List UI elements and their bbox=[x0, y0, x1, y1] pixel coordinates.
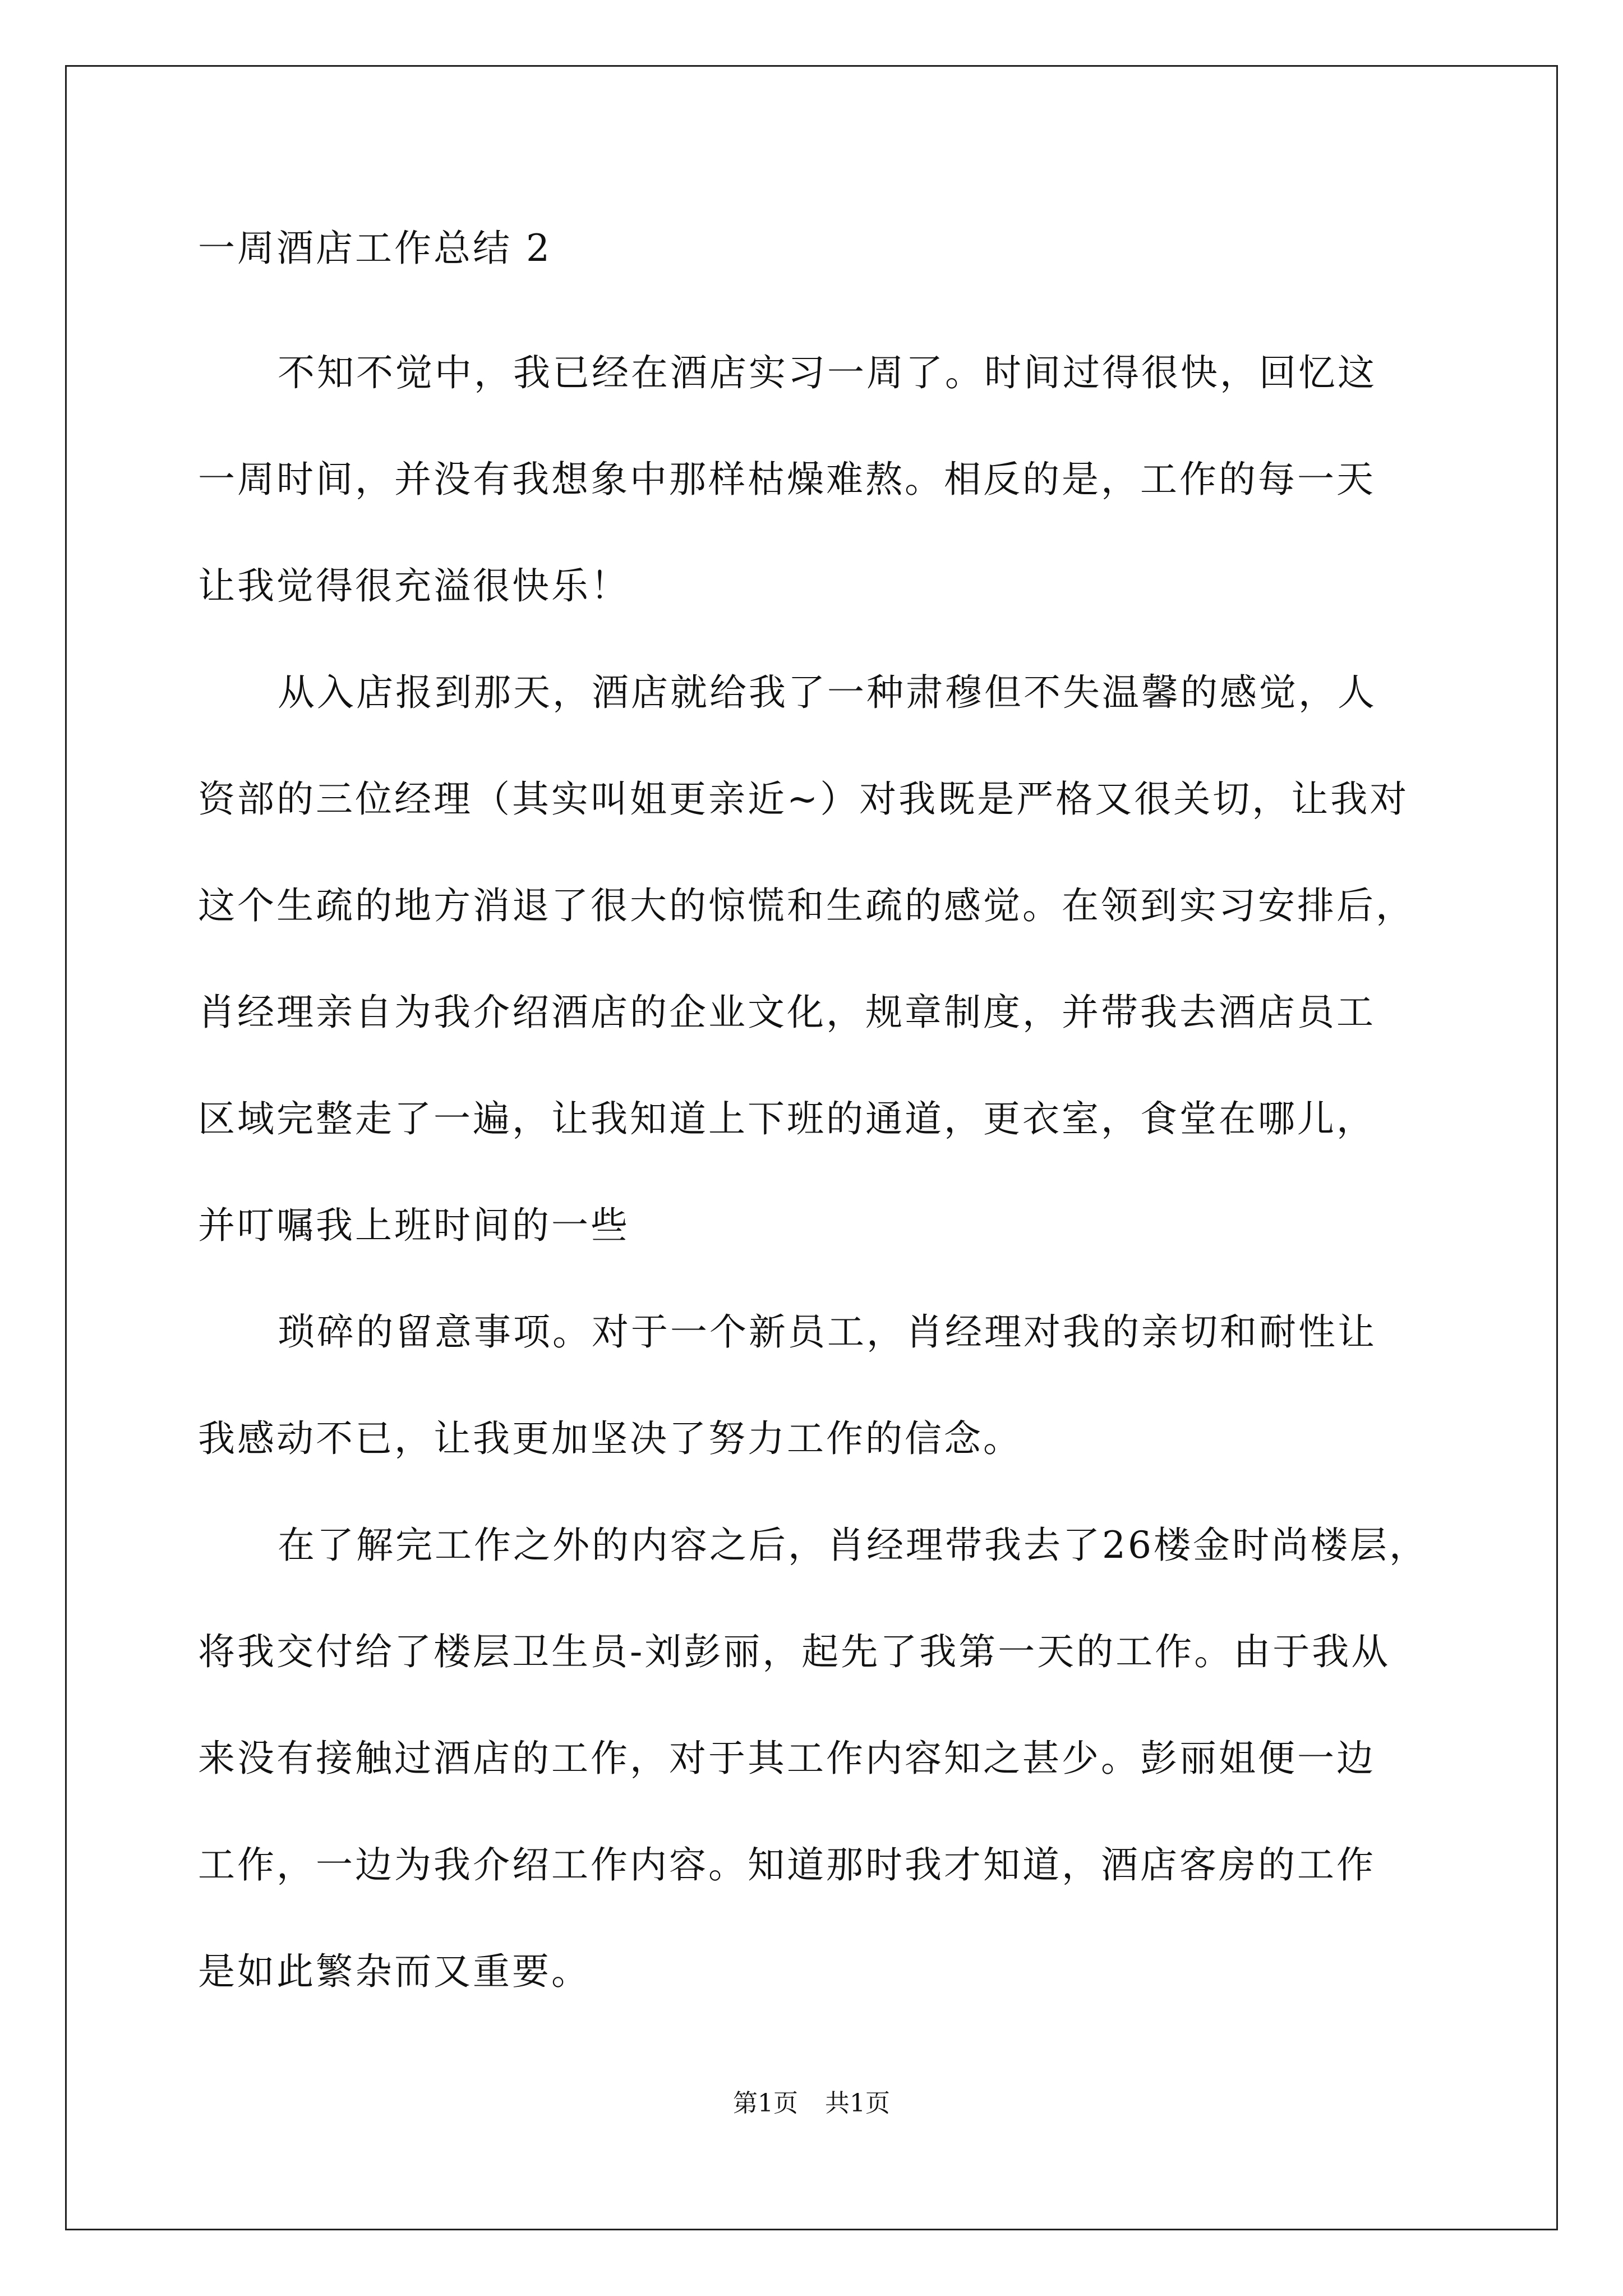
paragraph-line: 将我交付给了楼层卫生员-刘彭丽，起先了我第一天的工作。由于我从 bbox=[198, 1630, 1391, 1673]
paragraph-line: 一周时间，并没有我想象中那样枯燥难熬。相反的是，工作的每一天 bbox=[198, 458, 1376, 501]
page-number-current: 第1页 bbox=[733, 2089, 798, 2118]
page-number-total: 共1页 bbox=[825, 2089, 890, 2118]
paragraph-1 bbox=[198, 320, 1450, 639]
paragraph-line: 这个生疏的地方消退了很大的惊慌和生疏的感觉。在领到实习安排后， bbox=[198, 884, 1415, 927]
document-title: 一周酒店工作总结 2 bbox=[198, 227, 552, 270]
paragraph-3 bbox=[198, 1279, 1450, 1492]
page-footer bbox=[0, 2087, 1623, 2120]
paragraph-4 bbox=[198, 1492, 1450, 2025]
paragraph-line: 区域完整走了一遍，让我知道上下班的通道，更衣室，食堂在哪儿， bbox=[198, 1097, 1376, 1140]
paragraph-line: 肖经理亲自为我介绍酒店的企业文化，规章制度，并带我去酒店员工 bbox=[198, 991, 1376, 1034]
paragraph-line: 资部的三位经理（其实叫姐更亲近~）对我既是严格又很关切，让我对 bbox=[198, 777, 1409, 821]
paragraph-line: 工作，一边为我介绍工作内容。知道那时我才知道，酒店客房的工作 bbox=[198, 1843, 1376, 1887]
paragraph-line: 琐碎的留意事项。对于一个新员工，肖经理对我的亲切和耐性让 bbox=[278, 1310, 1377, 1354]
paragraph-line: 从入店报到那天，酒店就给我了一种肃穆但不失温馨的感觉，人 bbox=[278, 671, 1377, 714]
document-body bbox=[198, 218, 1450, 2025]
paragraph-2 bbox=[198, 639, 1450, 1279]
paragraph-line: 并叮嘱我上班时间的一些 bbox=[198, 1204, 630, 1247]
paragraph-line: 我感动不已，让我更加坚决了努力工作的信念。 bbox=[198, 1417, 1022, 1460]
paragraph-line: 不知不觉中，我已经在酒店实习一周了。时间过得很快，回忆这 bbox=[278, 351, 1377, 394]
paragraph-line: 在了解完工作之外的内容之后，肖经理带我去了26楼金时尚楼层， bbox=[278, 1524, 1428, 1567]
paragraph-line: 来没有接触过酒店的工作，对于其工作内容知之甚少。彭丽姐便一边 bbox=[198, 1737, 1376, 1780]
paragraph-line: 是如此繁杂而又重要。 bbox=[198, 1950, 591, 1993]
paragraph-line: 让我觉得很充溢很快乐！ bbox=[198, 564, 630, 608]
